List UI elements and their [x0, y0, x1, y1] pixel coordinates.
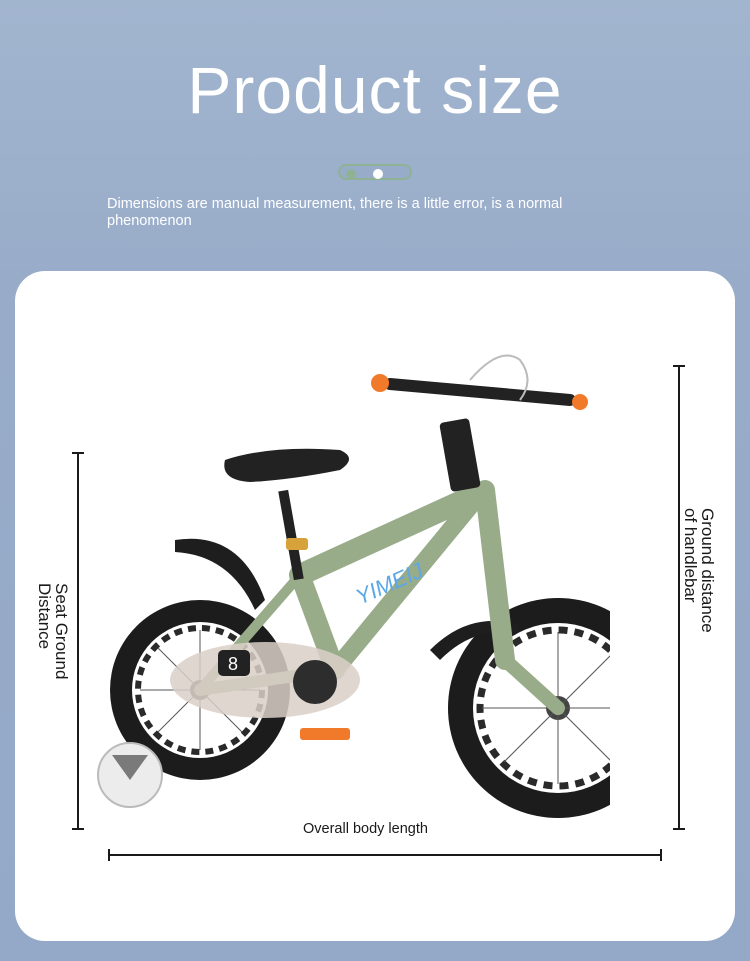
pager-dot: [346, 169, 356, 179]
page-title: Product size: [187, 53, 563, 127]
handlebar-distance-label: [682, 508, 716, 648]
page-subtitle: Dimensions are manual measurement, there is a little error, is a normal phenomenon: [107, 196, 563, 229]
seat-distance-line: [77, 452, 79, 830]
handlebar-distance-cap-bottom: [673, 828, 685, 830]
fork-spring: [439, 418, 481, 492]
handlebar-distance-cap-top: [673, 365, 685, 367]
length-cap-left: [108, 849, 110, 861]
frame-brand-text: YIMEIJ: [351, 557, 427, 610]
seat-distance-label: [36, 583, 70, 703]
length-label: Overall body length: [303, 821, 428, 837]
handlebar-distance-text: Ground distance of handlebar: [681, 508, 717, 633]
pager-indicator: [338, 164, 412, 180]
length-line: [108, 854, 662, 856]
badge-number: 8: [228, 654, 239, 674]
seat-distance-cap-bottom: [72, 828, 84, 830]
training-wheel: [98, 743, 162, 807]
handlebar-distance-line: [678, 365, 680, 830]
seat-distance-text: Seat Ground Distance: [35, 583, 71, 680]
pager-dot-active: [373, 169, 383, 179]
bicycle-image: [90, 340, 610, 840]
handlebar: [371, 356, 588, 411]
length-cap-right: [660, 849, 662, 861]
seat-distance-cap-top: [72, 452, 84, 454]
rear-fender: [175, 539, 265, 610]
